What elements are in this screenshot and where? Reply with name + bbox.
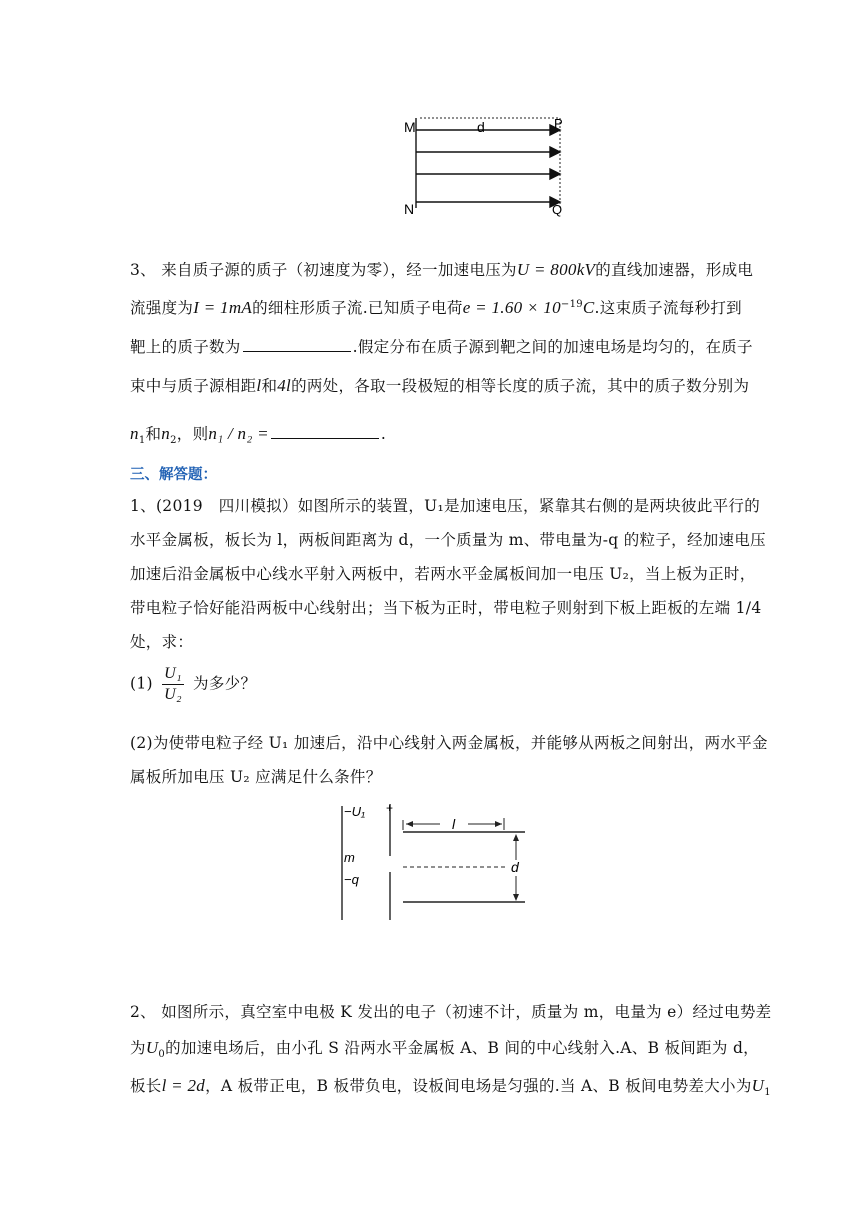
q3-line-1: 3、 来自质子源的质子（初速度为零），经一加速电压为U = 800kV的直线加速器，形成电	[130, 260, 754, 279]
label-n: N	[404, 201, 415, 217]
label-m: m	[344, 850, 355, 865]
eq-voltage: U = 800kV	[516, 260, 596, 279]
label-l: l	[452, 816, 456, 832]
p2-line-1: 2、 如图所示，真空室中电极 K 发出的电子（初速不计，质量为 m，电量为 e）经过电势差	[130, 1003, 772, 1021]
field-diagram-mnpq	[400, 108, 580, 220]
label-p: P	[554, 116, 563, 131]
label-minus-q: −q	[344, 872, 359, 887]
label-plus: +	[386, 801, 394, 815]
p1-question-2-line-2: 属板所加电压 U₂ 应满足什么条件？	[130, 768, 382, 786]
p1-line-3: 加速后沿金属板中心线水平射入两板中，若两水平金属板间加一电压 U₂，当上板为正时，	[130, 565, 756, 583]
eq-charge: e = 1.60 × 10	[462, 298, 561, 317]
p1-question-1: (1) $\frac{\text{U₁}}{\text{U₂}}$ 为多少？	[130, 665, 257, 703]
label-minus-u1: −U₁	[344, 804, 366, 819]
p1-line-5: 处，求：	[130, 633, 194, 651]
p2-line-3: 板长l = 2d，A 板带正电，B 板带负电，设板间电场是匀强的.当 A、B 板间电势差大小为$U_1$	[130, 1076, 771, 1099]
answer-blank-2	[271, 426, 379, 439]
p1-line-1: 1、(2019 四川模拟）如图所示的装置，U₁是加速电压，紧靠其右侧的是两块彼此平行的	[130, 497, 761, 515]
q3-line-3: 靶上的质子数为 .假定分布在质子源到靶之间的加速电场是均匀的，在质子	[130, 338, 753, 356]
label-d: d	[477, 119, 485, 135]
p1-line-4: 带电粒子恰好能沿两板中心线射出；当下板为正时，带电粒子则射到下板上距板的左端 1/4	[130, 599, 762, 617]
eq-current: I = 1mA	[193, 298, 253, 317]
section-title: 三、解答题：	[130, 467, 217, 483]
q3-line-4: 束中与质子源相距l和4l的两处，各取一段极短的相等长度的质子流，其中的质子数分别为	[130, 376, 750, 395]
fraction-u1-u2: $\frac{\text{U₁}}{\text{U₂}}$	[164, 665, 182, 703]
p1-line-2: 水平金属板，板长为 l，两板间距离为 d，一个质量为 m、带电量为-q 的粒子，经加速电压	[130, 531, 766, 549]
accelerator-plates-diagram	[330, 800, 540, 925]
q3-line-2: 流强度为I = 1mA的细柱形质子流.已知质子电荷$e = 1.60 \times 10^{-19}C$.这束质子流每秒打到	[130, 298, 742, 317]
label-d: d	[511, 859, 519, 875]
label-m: M	[404, 119, 416, 135]
q3-line-5: $n_1$和$n_2$，则n₁ / n₂ = .	[130, 424, 387, 447]
p2-line-2: 为$U_0$的加速电场后，由小孔 S 沿两水平金属板 A、B 间的中心线射入.A、B 板间距为 d，	[130, 1038, 759, 1061]
answer-blank-1	[243, 339, 351, 352]
p1-question-2-line-1: (2)为使带电粒子经 U₁ 加速后，沿中心线射入两金属板，并能够从两板之间射出，两水平金	[130, 734, 768, 752]
label-q: Q	[552, 202, 563, 217]
eq-length: l = 2d	[161, 1076, 206, 1095]
